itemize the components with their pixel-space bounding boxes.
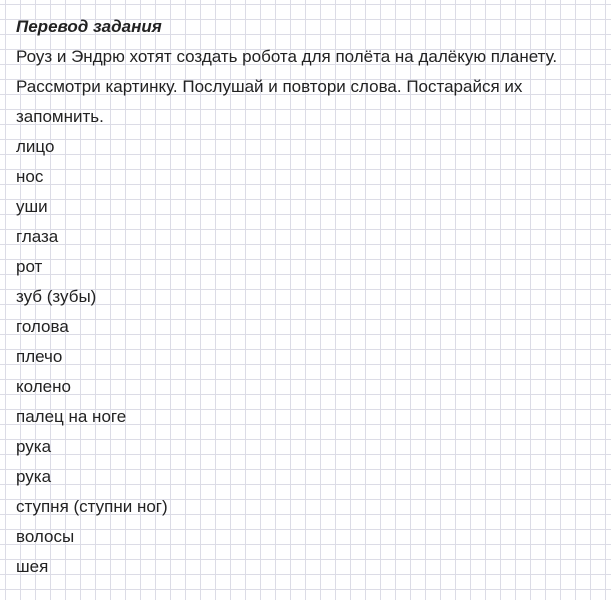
word-list-item: глаза [16, 227, 59, 246]
word-list-item: палец на ноге [16, 407, 127, 426]
task-line: Рассмотри картинку. Послушай и повтори слова. Постарайся их [16, 77, 523, 96]
word-list-item: уши [16, 197, 48, 216]
word-list-item: плечо [16, 347, 63, 366]
word-list-item: шея [16, 557, 49, 576]
word-list-item: голова [16, 317, 69, 336]
task-description [16, 42, 595, 132]
word-list-item: волосы [16, 527, 75, 546]
word-list-item: рука [16, 467, 52, 486]
task-line: Роуз и Эндрю хотят создать робота для полёта на далёкую планету. [16, 47, 558, 66]
page-title: Перевод задания [16, 17, 162, 36]
translation-document [16, 12, 595, 582]
word-list-item: рот [16, 257, 43, 276]
word-list-item: ступня (ступни ног) [16, 497, 168, 516]
word-list-item: колено [16, 377, 71, 396]
task-line: запомнить. [16, 107, 104, 126]
word-list-item: лицо [16, 137, 55, 156]
word-list-item: рука [16, 437, 52, 456]
word-list-item: нос [16, 167, 44, 186]
word-list [16, 132, 595, 582]
word-list-item: зуб (зубы) [16, 287, 97, 306]
